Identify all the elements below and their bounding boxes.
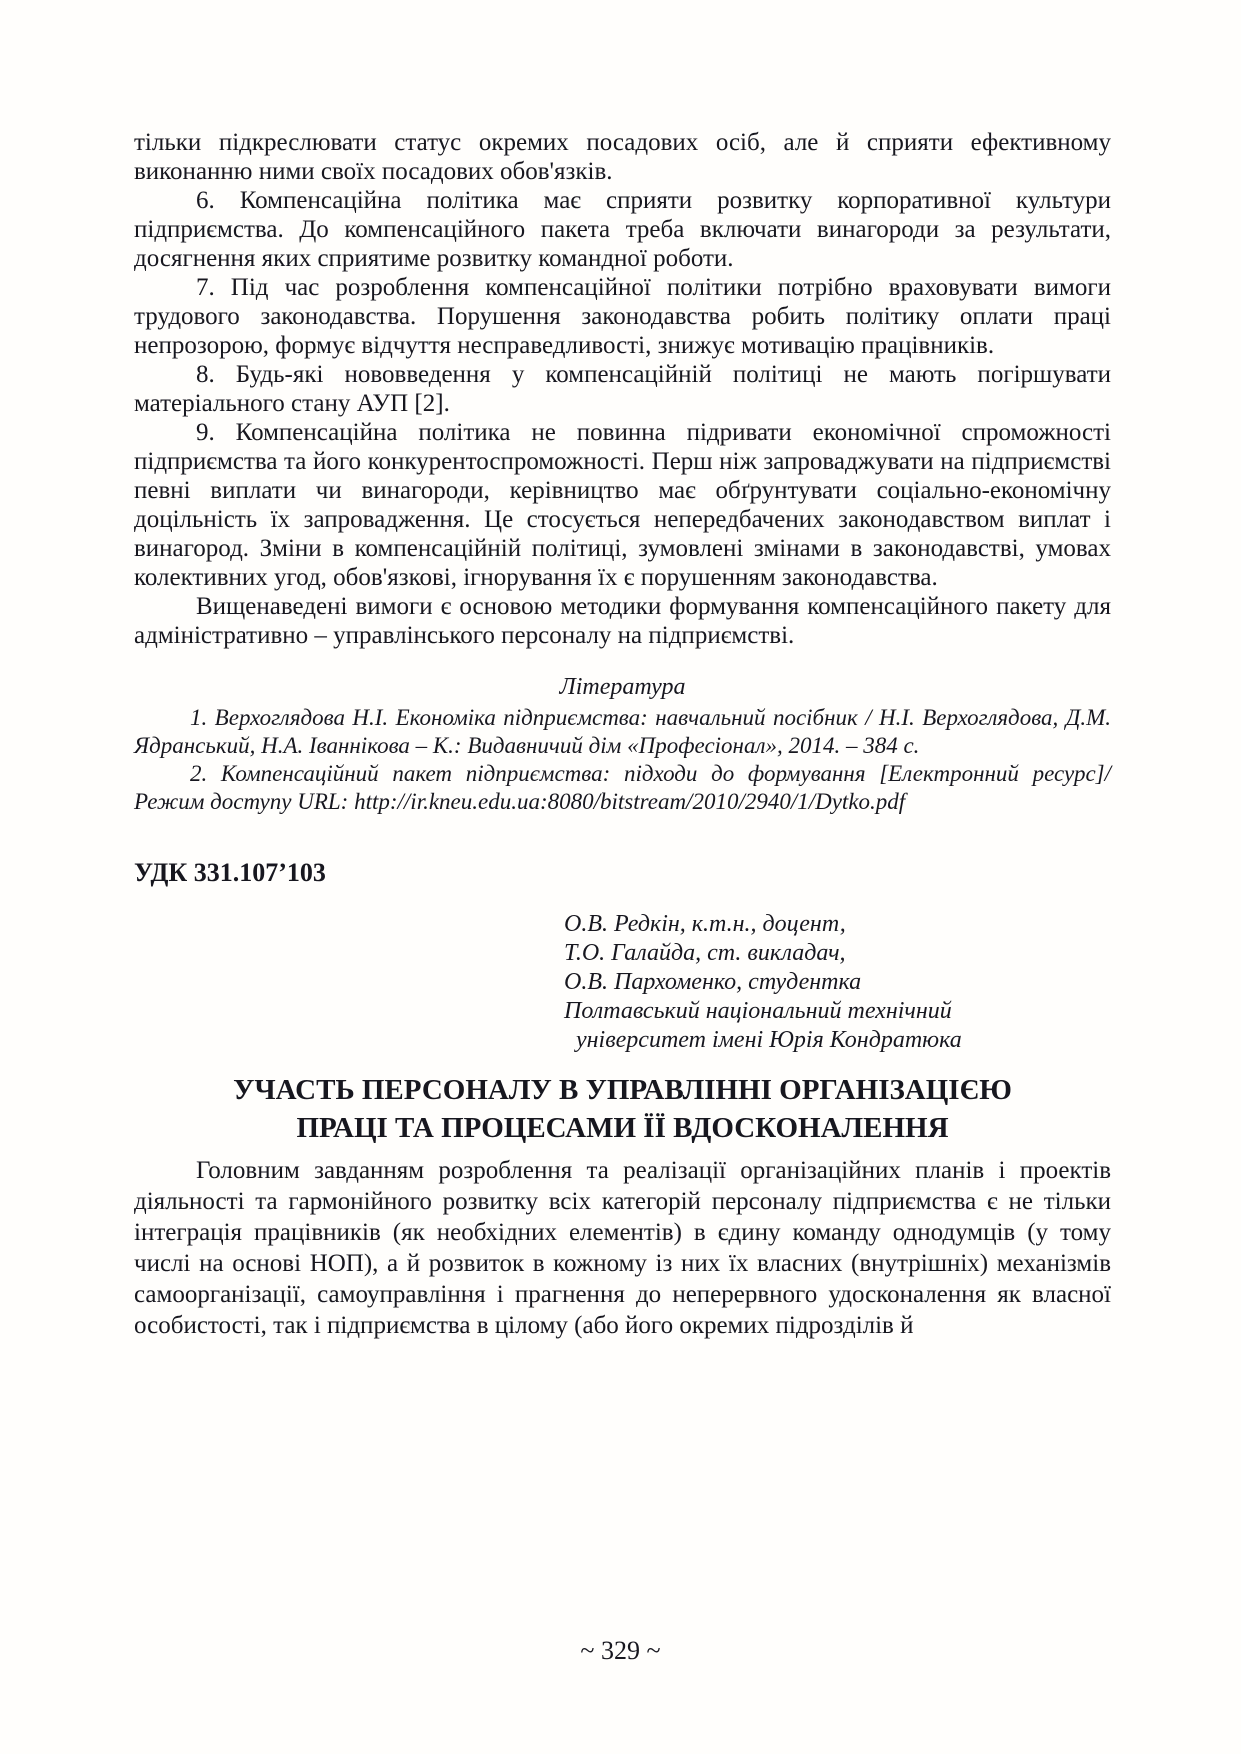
reference-item-1: 1. Верхоглядова Н.І. Економіка підприємства: навчальний посібник / Н.І. Верхоглядова, Д.М. Ядранський, Н.А. Іваннікова – К.: Видавничий дім «Професіонал», 2014. – 384 с.: [134, 705, 1111, 758]
udc-code: УДК 331.107’103: [134, 858, 326, 887]
author-line-1: О.В. Редкін, к.т.н., доцент,: [564, 911, 846, 937]
author-line-3: О.В. Пархоменко, студентка: [564, 969, 862, 995]
numbered-paragraph-6: 6. Компенсаційна політика має сприяти розвитку корпоративної культури підприємства. До компенсаційного пакета треба включати винагороди за результати, досягнення яких сприятиме розвитку командної роботи.: [134, 187, 1111, 272]
affiliation-line-2: університет імені Юрія Кондратюка: [576, 1027, 962, 1053]
article-title-line-1: УЧАСТЬ ПЕРСОНАЛУ В УПРАВЛІННІ ОРГАНІЗАЦІЄЮ: [233, 1074, 1012, 1106]
author-line-2: Т.О. Галайда, ст. викладач,: [564, 940, 846, 966]
continuation-paragraph: тільки підкреслювати статус окремих посадових осіб, але й сприяти ефективному виконанню ними своїх посадових обов'язків.: [134, 129, 1111, 185]
article-intro-block: [134, 1155, 1111, 1341]
references-heading: Література: [559, 674, 686, 700]
article-intro-paragraph: Головним завданням розроблення та реалізації організаційних планів і проектів діяльності та гармонійного розвитку всіх категорій персоналу підприємства є не тільки інтеграція працівників (як необхідних елементів) в єдину команду однодумців (у тому числі на основі НОП), а й розвиток в кожному із них їх власних (внутрішніх) механізмів самоорганізації, самоуправління і прагнення до неперервного удосконалення як власної особистості, так і підприємства в цілому (або його окремих підрозділів й: [134, 1157, 1111, 1339]
affiliation-line-1: Полтавський національний технічний: [564, 998, 952, 1024]
references-section: [134, 672, 1111, 816]
body-text-block: [134, 128, 1111, 650]
article-title: [134, 1071, 1111, 1147]
page-number: ~ 329 ~: [580, 1636, 661, 1665]
closing-paragraph: Вищенаведені вимоги є основою методики формування компенсаційного пакету для адміністративно – управлінського персоналу на підприємстві.: [134, 593, 1111, 649]
article-title-line-2: ПРАЦІ ТА ПРОЦЕСАМИ ЇЇ ВДОСКОНАЛЕННЯ: [296, 1112, 949, 1144]
numbered-paragraph-8: 8. Будь-які нововведення у компенсаційній політиці не мають погіршувати матеріального стану АУП [2].: [134, 361, 1111, 417]
reference-item-2: 2. Компенсаційний пакет підприємства: підходи до формування [Електронний ресурс]/ Режим доступу URL: http://ir.kneu.edu.ua:8080/bitstream/2010/2940/1/Dytko.pdf: [134, 761, 1111, 814]
numbered-paragraph-9: 9. Компенсаційна політика не повинна підривати економічної спроможності підприємства та його конкурентоспроможності. Перш ніж запроваджувати на підприємстві певні виплати чи винагороди, керівництво має обґрунтувати соціально-економічну доцільність їх запровадження. Це стосується непередбачених законодавством виплат і винагород. Зміни в компенсаційній політиці, зумовлені змінами в законодавстві, умовах колективних угод, обов'язкові, ігнорування їх є порушенням законодавства.: [134, 419, 1111, 591]
authors-block: [134, 910, 1111, 1055]
numbered-paragraph-7: 7. Під час розроблення компенсаційної політики потрібно враховувати вимоги трудового законодавства. Порушення законодавства робить політику оплати праці непрозорою, формує відчуття несправедливості, знижує мотивацію працівників.: [134, 274, 1111, 359]
